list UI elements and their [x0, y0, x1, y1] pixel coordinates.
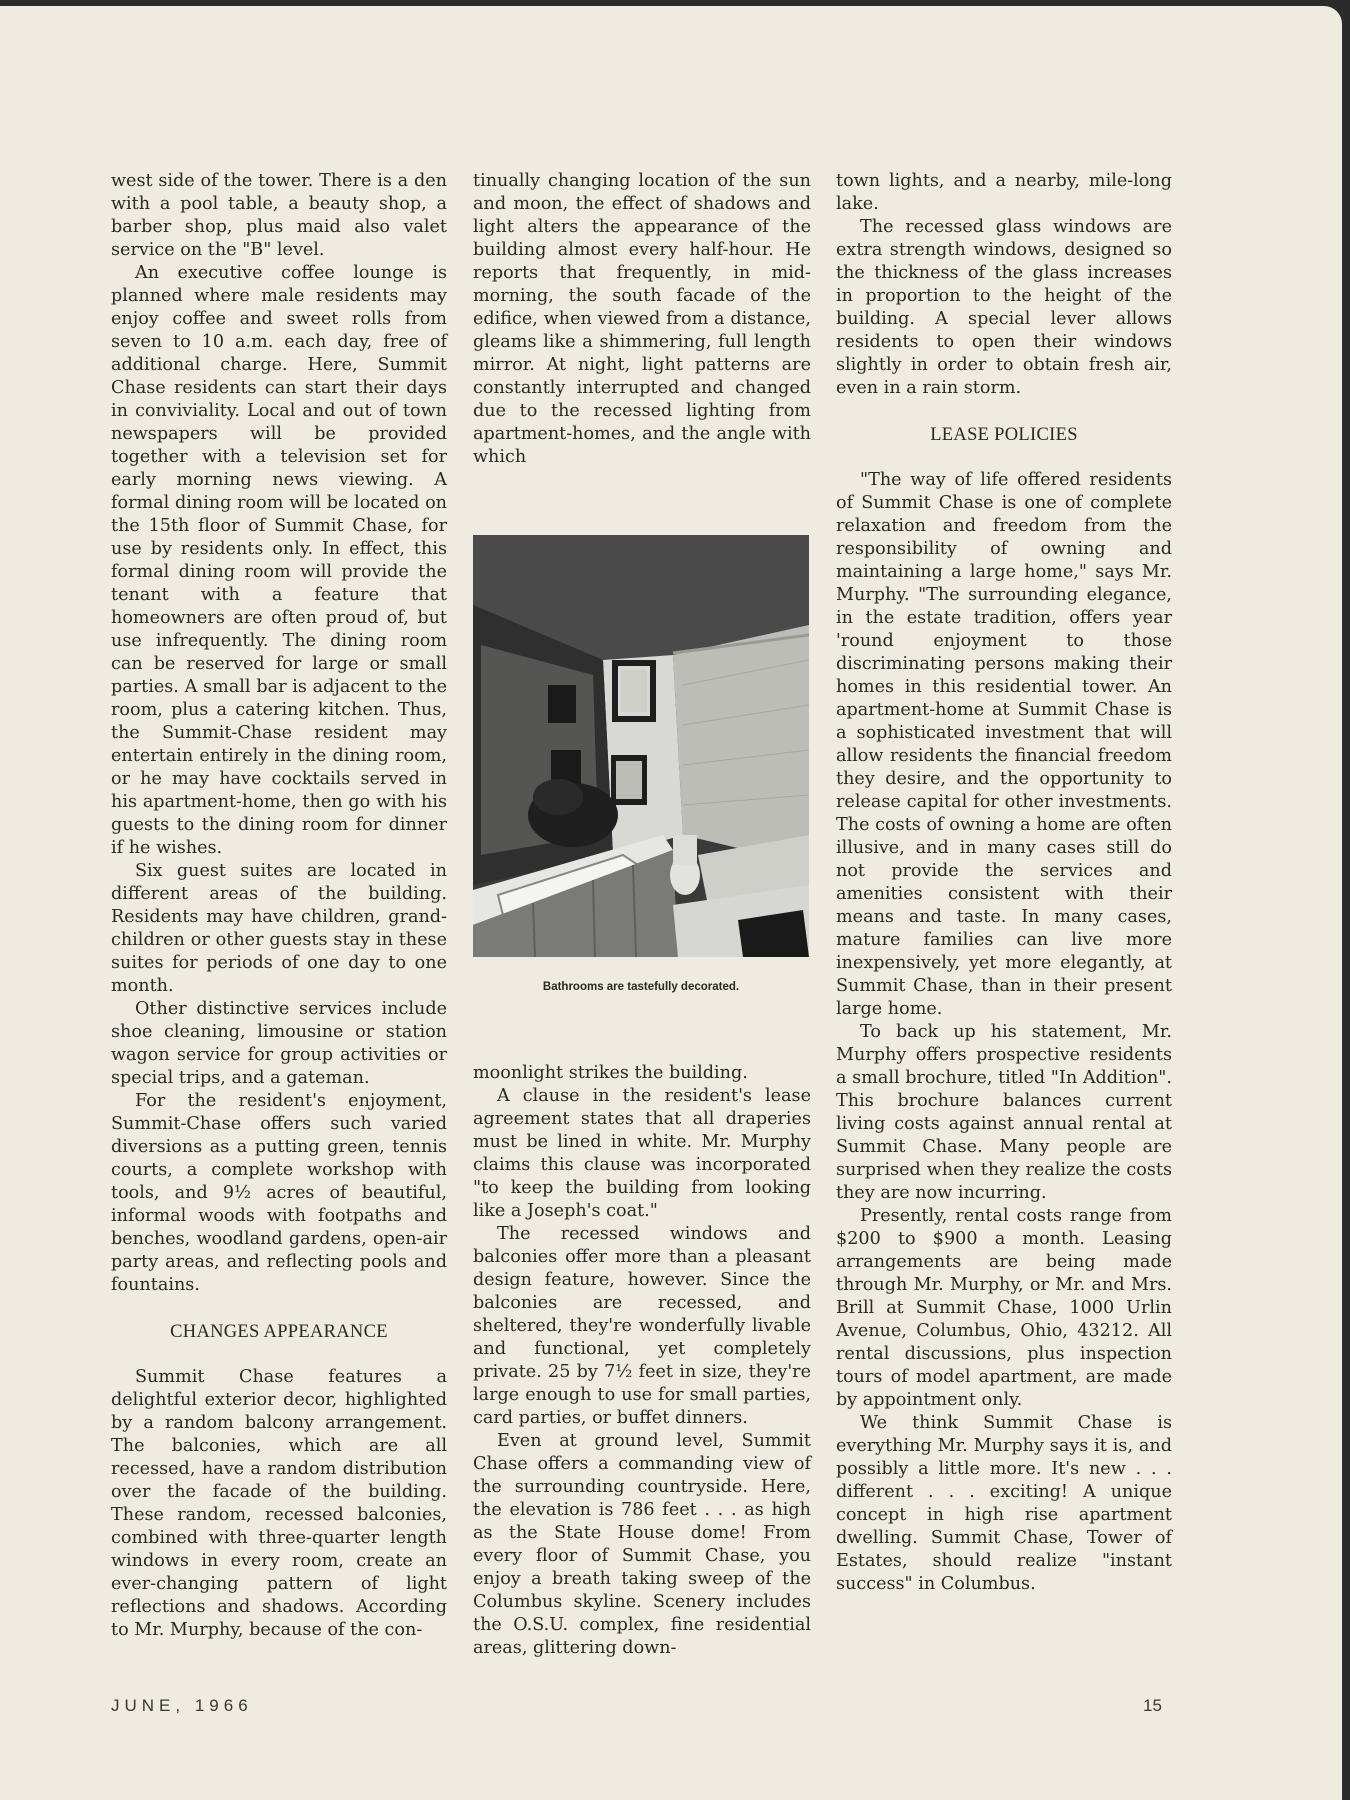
- paragraph: "The way of life offered residents of Summit Chase is one of complete relaxation and freedom from the responsibility of owning and maintaining a large home," says Mr. Murphy. "The surrounding elegance, in the estate tradition, offers year 'round enjoyment to those discriminating persons making their homes in this residential tower. An apartment-home at Summit Chase is a sophisticated investment that will allow residents the financial freedom they desire, and the opportunity to release capital for other investments. The costs of owning a home are often illusive, and in many cases still do not provide the services and amenities consistent with their means and taste. In many cases, mature families can live more inexpensively, yet more elegantly, at Summit Chase, than in their present large home.: [836, 470, 1172, 1019]
- photo-caption: Bathrooms are tastefully decorated.: [542, 981, 740, 993]
- column-left: [111, 170, 447, 1642]
- section-heading-lease-policies: LEASE POLICIES: [930, 425, 1078, 445]
- paragraph: We think Summit Chase is everything Mr. Murphy says it is, and possibly a little more. It's new . . . different . . . exciting! A unique concept in high rise apartment dwelling. Summit Chase, Tower of Estates, should realize "instant success" in Columbus.: [836, 1413, 1172, 1594]
- paragraph: An executive coffee lounge is planned where male residents may enjoy coffee and sweet rolls from seven to 10 a.m. each day, free of additional charge. Here, Summit Chase residents can start their days in conviviality. Local and out of town newspapers will be provided together with a television set for early morning news viewing. A formal dining room will be located on the 15th floor of Summit Chase, for use by residents only. In effect, this formal dining room will provide the tenant with a feature that homeowners are often proud of, but use infrequently. The dining room can be reserved for large or small parties. A small bar is adjacent to the room, plus a catering kitchen. Thus, the Summit-Chase resident may entertain entirely in the dining room, or he may have cocktails served in his apartment-home, then go with his guests to the dining room for dinner if he wishes.: [111, 263, 447, 858]
- section-heading-changes-appearance: CHANGES APPEARANCE: [170, 1322, 388, 1342]
- paragraph: tinually changing location of the sun and moon, the effect of shadows and light alters the appearance of the building almost every half-hour. He reports that frequently, in mid-morning, the south facade of the edifice, when viewed from a distance, gleams like a shimmering, full length mirror. At night, light patterns are constantly interrupted and changed due to the recessed lighting from apartment-homes, and the angle with which: [473, 171, 811, 467]
- column-right: [836, 170, 1172, 1596]
- paragraph: town lights, and a nearby, mile-long lake.: [836, 171, 1172, 214]
- paragraph: moonlight strikes the building.: [473, 1063, 748, 1083]
- paragraph: A clause in the resident's lease agreement states that all draperies must be lined in white. Mr. Murphy claims this clause was incorporated "to keep the building from looking like a Joseph's coat.": [473, 1086, 811, 1221]
- issue-date: JUNE, 1966: [111, 1696, 253, 1715]
- paragraph: The recessed windows and balconies offer more than a pleasant design feature, however. Since the balconies are recessed, and sheltered, they're wonderfully livable and functional, yet completely private. 25 by 7½ feet in size, they're large enough to use for small parties, card parties, or buffet dinners.: [473, 1224, 811, 1428]
- paragraph: Even at ground level, Summit Chase offers a commanding view of the surrounding countryside. Here, the elevation is 786 feet . . . as high as the State House dome! From every floor of Summit Chase, you enjoy a breath taking sweep of the Columbus skyline. Scenery includes the O.S.U. complex, fine residential areas, glittering down-: [473, 1431, 811, 1658]
- column-middle-top: [473, 170, 811, 469]
- paragraph: To back up his statement, Mr. Murphy offers prospective residents a small brochure, titled "In Addition". This brochure balances current living costs against annual rental at Summit Chase. Many people are surprised when they realize the costs they are now incurring.: [836, 1022, 1172, 1203]
- paragraph: Presently, rental costs range from $200 to $900 a month. Leasing arrangements are being made through Mr. Murphy, or Mr. and Mrs. Brill at Summit Chase, 1000 Urlin Avenue, Columbus, Ohio, 43212. All rental discussions, plus inspection tours of model apartment, are made by appointment only.: [836, 1206, 1172, 1410]
- paragraph: For the resident's enjoyment, Summit-Chase offers such varied diversions as a putting green, tennis courts, a complete workshop with tools, and 9½ acres of beautiful, informal woods with footpaths and benches, woodland gardens, open-air party areas, and reflecting pools and fountains.: [111, 1091, 447, 1295]
- paragraph: Other distinctive services include shoe cleaning, limousine or station wagon service for group activities or special trips, and a gateman.: [111, 999, 447, 1088]
- column-middle-bottom: [473, 1062, 811, 1660]
- paragraph: The recessed glass windows are extra strength windows, designed so the thickness of the glass increases in proportion to the height of the building. A special lever allows residents to open their windows slightly in order to obtain fresh air, even in a rain storm.: [836, 217, 1172, 398]
- page-number: 15: [1143, 1696, 1162, 1715]
- paragraph: west side of the tower. There is a den with a pool table, a beauty shop, a barber shop, plus maid also valet service on the "B" level.: [111, 171, 447, 260]
- bathroom-photo: [473, 535, 809, 957]
- magazine-page: [0, 6, 1342, 1800]
- paragraph: Summit Chase features a delightful exterior decor, highlighted by a random balcony arrangement. The balconies, which are all recessed, have a random distribution over the facade of the building. These random, recessed balconies, combined with three-quarter length windows in every room, create an ever-changing pattern of light reflections and shadows. According to Mr. Murphy, because of the con-: [111, 1367, 447, 1640]
- paragraph: Six guest suites are located in different areas of the building. Residents may have children, grand-children or other guests stay in these suites for periods of one day to one month.: [111, 861, 447, 996]
